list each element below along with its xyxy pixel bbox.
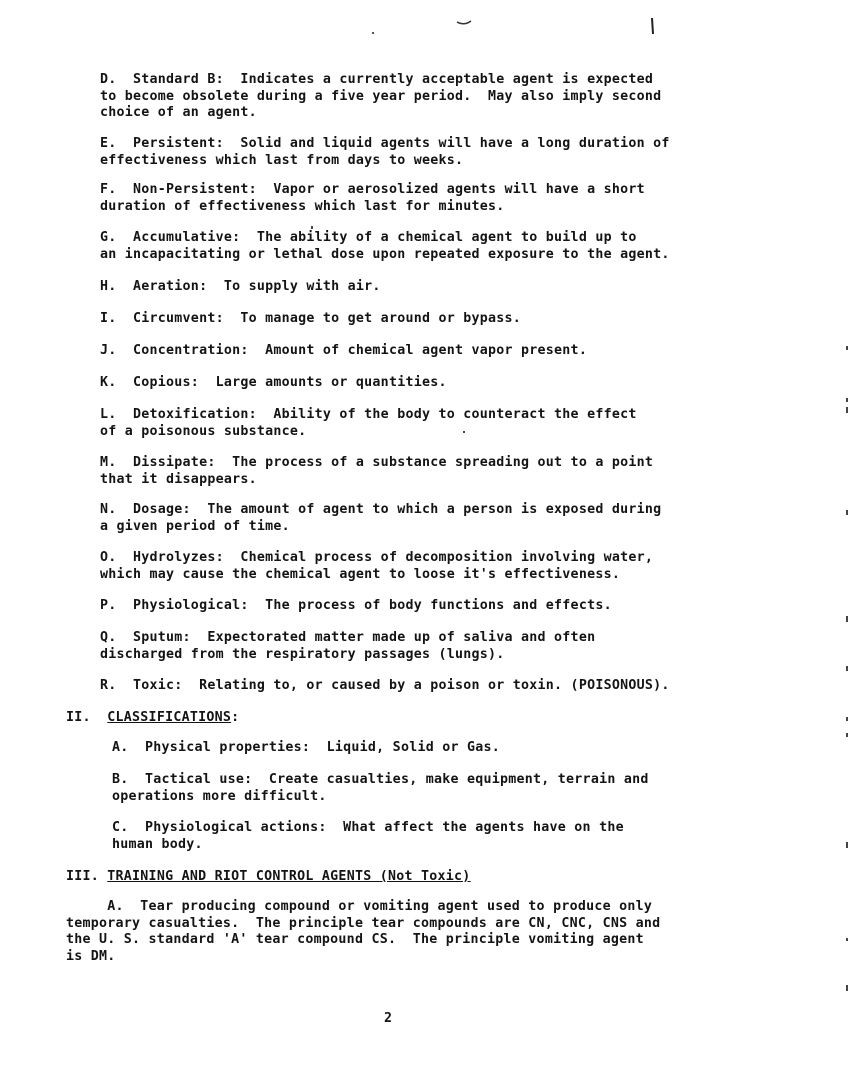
classification-line: human body. [112, 836, 203, 852]
definition-persistent [100, 136, 790, 169]
definition-toxic [100, 678, 790, 695]
classification-line: operations more difficult. [112, 788, 327, 804]
classification-tactical [112, 772, 792, 805]
scan-mark [457, 21, 471, 24]
classification-physical [112, 740, 792, 757]
definition-line: a given period of time. [100, 518, 290, 534]
definition-line: that it disappears. [100, 471, 257, 487]
paragraph-line: A. Tear producing compound or vomiting agent used to produce only [66, 899, 653, 914]
scan-mark [846, 407, 848, 413]
classification-line: C. Physiological actions: What affect the agents have on the [112, 820, 624, 835]
definition-line: duration of effectiveness which last for minutes. [100, 198, 505, 214]
scan-mark [846, 938, 848, 941]
section-number: III. [66, 869, 108, 884]
definition-line: Q. Sputum: Expectorated matter made up of saliva and often [100, 630, 596, 645]
definition-line: to become obsolete during a five year period. May also imply second [100, 88, 662, 104]
section-title-suffix: : [231, 710, 240, 725]
definition-non-persistent [100, 182, 790, 215]
definition-circumvent [100, 311, 790, 328]
scan-mark [311, 226, 313, 229]
scan-mark [846, 666, 848, 671]
scan-mark [846, 985, 848, 991]
definition-line: discharged from the respiratory passages (lungs). [100, 646, 505, 662]
definition-line: an incapacitating or lethal dose upon repeated exposure to the agent. [100, 246, 670, 262]
definition-line: L. Detoxification: Ability of the body to counteract the effect [100, 407, 637, 422]
scan-mark [652, 18, 653, 34]
definition-line: P. Physiological: The process of body functions and effects. [100, 598, 612, 613]
definition-hydrolyzes [100, 550, 790, 583]
paragraph-line: temporary casualties. The principle tear compounds are CN, CNC, CNS and [66, 915, 661, 931]
scan-mark [372, 32, 374, 34]
paragraph-line: the U. S. standard 'A' tear compound CS. The principle vomiting agent [66, 932, 644, 947]
page-number: 2 [384, 1011, 393, 1026]
definition-line: I. Circumvent: To manage to get around or bypass. [100, 311, 522, 326]
definition-physiological [100, 598, 790, 615]
definition-sputum [100, 630, 790, 663]
section-heading-classifications [66, 710, 766, 727]
definition-line: of a poisonous substance. [100, 423, 307, 439]
section-title: CLASSIFICATIONS [107, 710, 232, 725]
definition-detoxification [100, 407, 790, 440]
definition-line: F. Non-Persistent: Vapor or aerosolized agents will have a short [100, 182, 645, 197]
classification-line: A. Physical properties: Liquid, Solid or Gas. [112, 740, 501, 755]
definition-concentration [100, 343, 790, 360]
classification-line: B. Tactical use: Create casualties, make equipment, terrain and [112, 772, 649, 787]
definition-line: D. Standard B: Indicates a currently acceptable agent is expected [100, 72, 654, 87]
scan-mark [846, 842, 848, 848]
definition-line: H. Aeration: To supply with air. [100, 279, 381, 294]
scan-mark [846, 616, 848, 622]
training-agents-paragraph [66, 899, 786, 965]
definition-line: effectiveness which last from days to weeks. [100, 152, 464, 168]
scan-mark [846, 510, 848, 515]
definition-line: E. Persistent: Solid and liquid agents will have a long duration of [100, 136, 670, 151]
definition-line: K. Copious: Large amounts or quantities. [100, 375, 447, 390]
paragraph-line: is DM. [66, 948, 116, 964]
section-number: II. [66, 710, 108, 725]
definition-dosage [100, 502, 790, 535]
definition-standard-b [100, 72, 790, 122]
definition-line: J. Concentration: Amount of chemical agent vapor present. [100, 343, 588, 358]
definition-copious [100, 375, 790, 392]
section-heading-training-riot-control [66, 869, 766, 886]
scan-mark [846, 733, 848, 737]
definition-line: M. Dissipate: The process of a substance spreading out to a point [100, 455, 654, 470]
scan-mark [846, 346, 848, 350]
definition-line: N. Dosage: The amount of agent to which a person is exposed during [100, 502, 662, 517]
definition-line: G. Accumulative: The ability of a chemical agent to build up to [100, 230, 637, 245]
scan-mark [846, 398, 848, 402]
definition-aeration [100, 279, 790, 296]
definition-line: O. Hydrolyzes: Chemical process of decomposition involving water, [100, 550, 654, 565]
scan-mark [846, 717, 848, 721]
definition-line: choice of an agent. [100, 105, 257, 120]
definition-accumulative [100, 230, 790, 263]
classification-physiological [112, 820, 792, 853]
definition-line: R. Toxic: Relating to, or caused by a poison or toxin. (POISONOUS). [100, 678, 670, 693]
definition-dissipate [100, 455, 790, 488]
section-title: TRAINING AND RIOT CONTROL AGENTS (Not Toxic) [107, 869, 471, 884]
definition-line: which may cause the chemical agent to loose it's effectiveness. [100, 566, 621, 582]
